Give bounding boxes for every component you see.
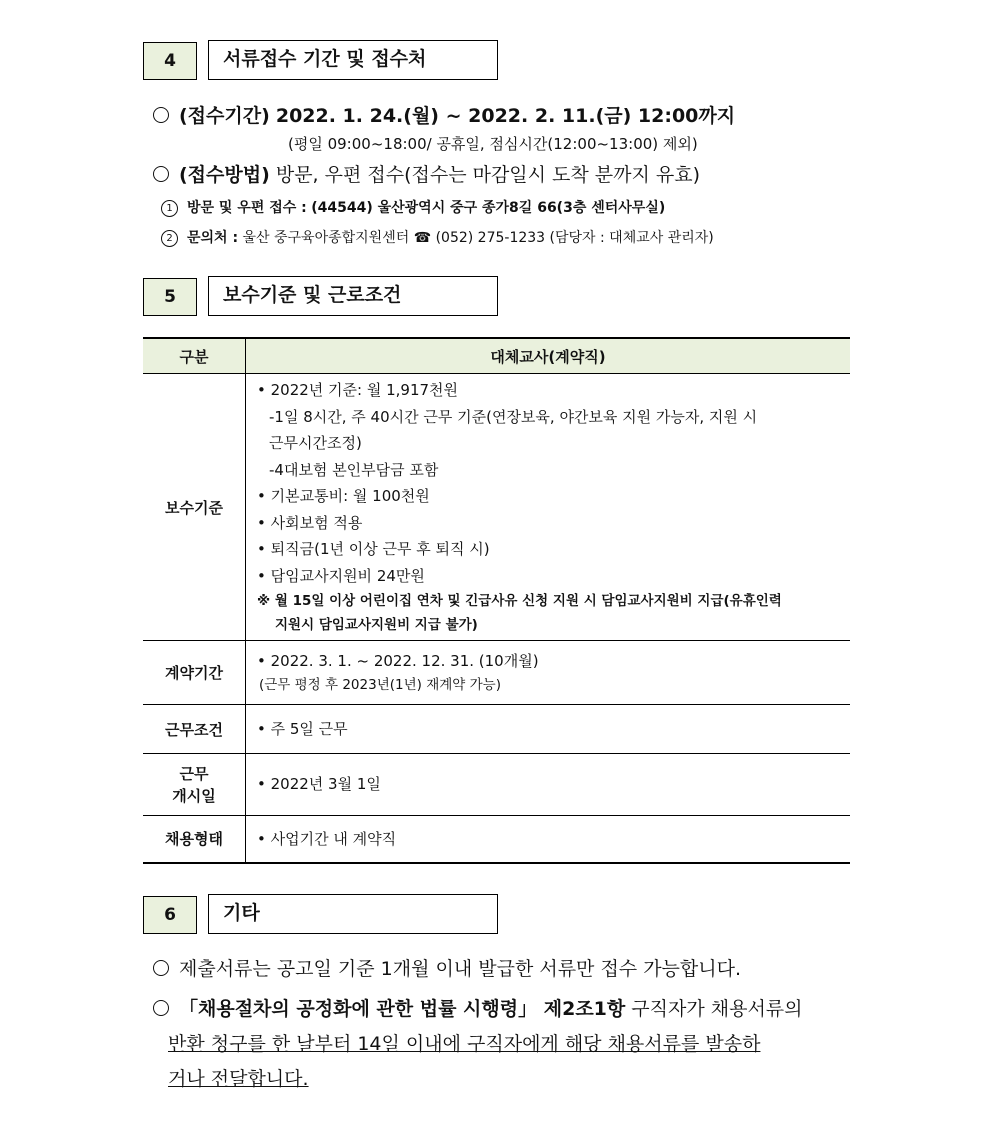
item1-value: (44544) 울산광역시 중구 종가8길 66(3층 센터사무실) [311,200,666,216]
circle-bullet-icon [153,1000,169,1016]
pay-note: ※ 월 15일 이상 어린이집 연차 및 긴급사유 신청 지원 시 담임교사지원비 지급(유휴인력 [257,593,782,609]
contract-renewal: (근무 평정 후 2023년(1년) 재계약 가능) [259,676,501,693]
other-item-2-text: 구직자가 채용서류의 [625,998,803,1020]
row-label-type: 채용형태 [143,816,246,863]
pay-note-cont: 지원시 담임교사지원비 지급 불가) [275,617,478,633]
table-row-pay [143,374,850,641]
work-conditions-table [143,337,850,864]
start-content [246,754,851,816]
item2-label: 문의처 : [187,230,239,246]
row-label-start [143,754,246,816]
law-reference: 「채용절차의 공정화에 관한 법률 시행령」 제2조1항 [179,998,626,1020]
header-category: 구분 [143,338,246,374]
contract-content [246,641,851,705]
other-item-2-line2: 반환 청구를 한 날부터 14일 이내에 구직자에게 해당 채용서류를 발송하 [168,1033,761,1055]
pay-line: • 2022년 기준: 월 1,917천원 [257,381,459,399]
period-value: 2022. 1. 24.(월) ~ 2022. 2. 11.(금) 12:00까지 [275,105,736,127]
other-item-1-text: 제출서류는 공고일 기준 1개월 이내 발급한 서류만 접수 가능합니다. [179,958,742,980]
contract-period: • 2022. 3. 1. ~ 2022. 12. 31. (10개월) [257,651,539,670]
header-substitute-teacher: 대체교사(계약직) [246,338,851,374]
pay-line: • 퇴직금(1년 이상 근무 후 퇴직 시) [257,540,490,558]
row-label-work: 근무조건 [143,705,246,754]
row-label-contract: 계약기간 [143,641,246,705]
circle-bullet-icon [153,960,169,976]
pay-content [246,374,851,641]
work-value: • 주 5일 근무 [257,719,348,738]
section-number-5: 5 [143,278,197,316]
table-header-row [143,338,850,374]
row-label-start-1: 근무 [179,764,209,783]
contact-item-2 [161,227,714,247]
work-content [246,705,851,754]
section-title-6: 기타 [208,894,498,934]
circle-bullet-icon [153,166,169,182]
start-value: • 2022년 3월 1일 [257,775,381,794]
section-title-5: 보수기준 및 근로조건 [208,276,498,316]
table-row-type [143,816,850,863]
section-title-4: 서류접수 기간 및 접수처 [208,40,498,80]
section-number-4: 4 [143,42,197,80]
method-line [153,160,700,187]
contact-item-1 [161,197,665,217]
pay-line: 근무시간조정) [269,434,362,452]
other-item-2 [153,994,803,1021]
table-row-start [143,754,850,816]
pay-line: • 사회보험 적용 [257,513,363,532]
circled-number-2: 2 [161,230,178,247]
method-label: (접수방법) [179,164,270,186]
pay-line: -1일 8시간, 주 40시간 근무 기준(연장보육, 야간보육 지원 가능자, 지원 시 [269,407,758,426]
item1-label: 방문 및 우편 접수 : [187,200,307,216]
table-row-contract [143,641,850,705]
item2-value: 울산 중구육아종합지원센터 ☎ (052) 275-1233 (담당자 : 대체교사 관리자) [242,230,714,246]
pay-line: • 기본교통비: 월 100천원 [257,487,430,505]
period-note: (평일 09:00~18:00/ 공휴일, 점심시간(12:00~13:00) 제외) [288,135,698,153]
row-label-start-2: 개시일 [172,786,216,805]
method-value: 방문, 우편 접수(접수는 마감일시 도착 분까지 유효) [275,164,701,186]
circled-number-1: 1 [161,200,178,217]
pay-line: • 담임교사지원비 24만원 [257,566,425,585]
type-value: • 사업기간 내 계약직 [257,829,397,848]
row-label-pay: 보수기준 [143,374,246,641]
circle-bullet-icon [153,107,169,123]
period-label: (접수기간) [179,105,270,127]
other-item-2-line3: 거나 전달합니다. [168,1068,309,1090]
period-line [153,101,735,128]
table-row-work [143,705,850,754]
section-number-6: 6 [143,896,197,934]
type-content [246,816,851,863]
other-item-1 [153,954,741,981]
pay-line: -4대보험 본인부담금 포함 [269,460,439,479]
